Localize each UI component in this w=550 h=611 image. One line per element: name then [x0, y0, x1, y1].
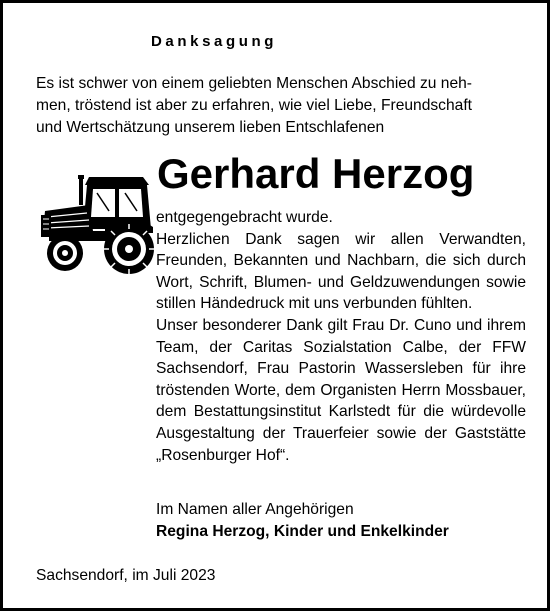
signatories: Regina Herzog, Kinder und Enkelkinder — [156, 523, 449, 540]
intro-text — [36, 73, 526, 139]
intro-line: men, tröstend ist aber zu erfahren, wie viel Liebe, Freundschaft — [36, 97, 472, 114]
deceased-name: Gerhard Herzog — [157, 150, 475, 197]
body-paragraph: entgegengebracht wurde. — [156, 209, 333, 226]
body-paragraph: Unser besonderer Dank gilt Frau Dr. Cuno und ihrem Team, der Caritas Sozialstation Calbe, der FFW Sachsendorf, Frau Pastorin Wassersleben für ihre tröstenden Worte, dem Organisten Herrn Mossbauer, dem Bestattungsinstitut Karlstedt für die würdevolle Ausgestaltung der Trauerfeier sowie der Gaststätte „Rosenburger Hof“. — [156, 316, 526, 464]
body-paragraph: Herzlichen Dank sagen wir allen Verwandten, Freunden, Bekannten und Nachbarn, die sich durch Wort, Schrift, Blumen- und Geldzuwendungen sowie stillen Händedruck mit uns verbunden fühlten. — [156, 230, 526, 313]
notice-heading: Danksagung — [151, 33, 278, 50]
tractor-icon — [39, 171, 155, 277]
intro-line: Es ist schwer von einem geliebten Menschen Abschied zu neh- — [36, 75, 473, 92]
closing-line: Im Namen aller Angehörigen — [156, 501, 354, 518]
place-date: Sachsendorf, im Juli 2023 — [36, 567, 216, 584]
body-text — [156, 207, 526, 466]
intro-line: und Wertschätzung unserem lieben Entschlafenen — [36, 119, 385, 136]
